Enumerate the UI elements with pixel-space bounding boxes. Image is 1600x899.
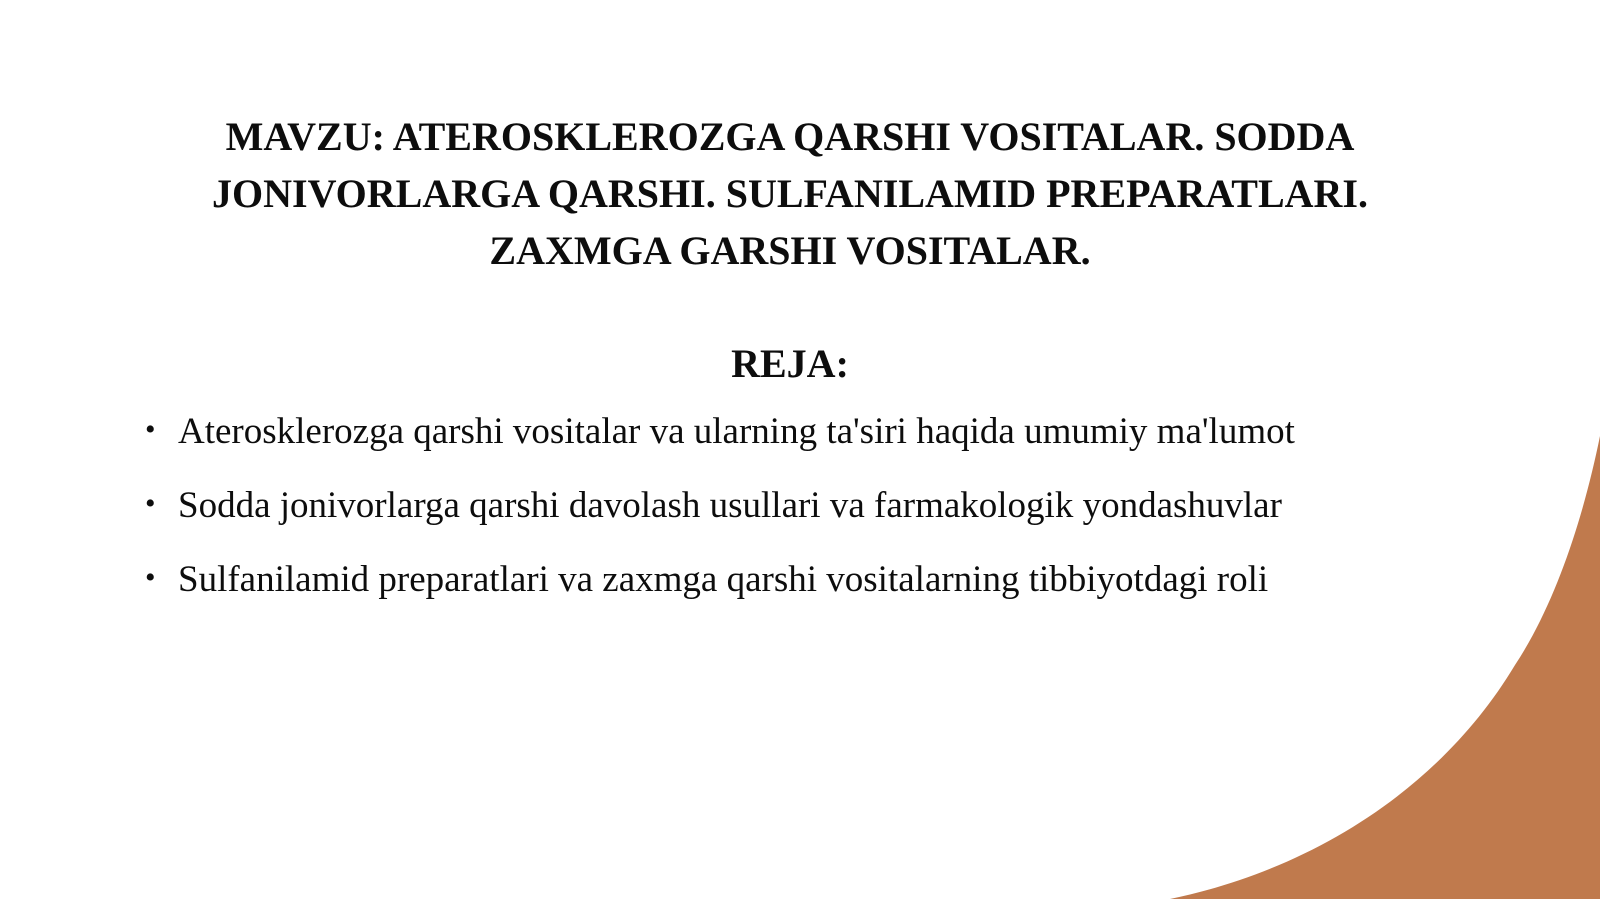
plan-list-item bbox=[145, 556, 1475, 630]
plan-list bbox=[145, 408, 1475, 630]
plan-list-item bbox=[145, 482, 1475, 556]
plan-item-text: Sodda jonivorlarga qarshi davolash usullari va farmakologik yondashuvlar bbox=[178, 485, 1282, 526]
slide-title-line-3: ZAXMGA GARSHI VOSITALAR. bbox=[489, 228, 1091, 273]
plan-item-text: Sulfanilamid preparatlari va zaxmga qarshi vositalarning tibbiyotdagi roli bbox=[178, 559, 1269, 600]
bullet-icon: • bbox=[145, 413, 156, 446]
plan-heading: REJA: bbox=[731, 341, 849, 386]
slide-title bbox=[140, 108, 1440, 279]
bullet-icon: • bbox=[145, 561, 156, 594]
slide-title-line-1: MAVZU: ATEROSKLEROZGA QARSHI VOSITALAR. SODDA bbox=[225, 114, 1355, 159]
bullet-icon: • bbox=[145, 487, 156, 520]
plan-item-text: Aterosklerozga qarshi vositalar va ularning ta'siri haqida umumiy ma'lumot bbox=[178, 411, 1295, 452]
slide-title-line-2: JONIVORLARGA QARSHI. SULFANILAMID PREPARATLARI. bbox=[212, 171, 1368, 216]
plan-list-item bbox=[145, 408, 1475, 482]
